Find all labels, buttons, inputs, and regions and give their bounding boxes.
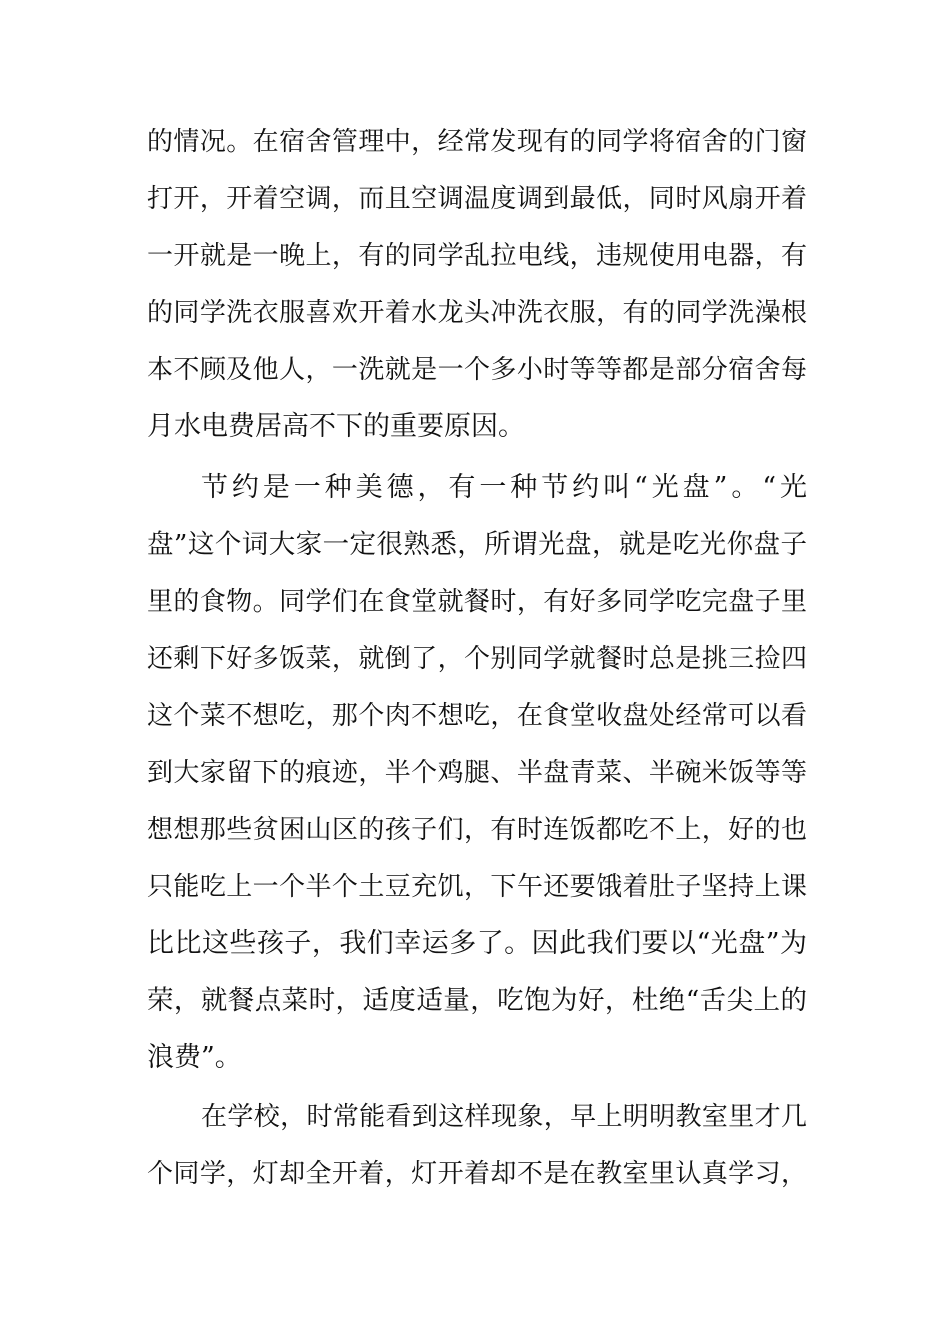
paragraph-1-line-1: 的情况。在宿舍管理中，经常发现有的同学将宿舍的门窗 <box>147 127 807 157</box>
paragraph-2-line-9: 比比这些孩子，我们幸运多了。因此我们要以“光盘”为 <box>147 928 807 959</box>
paragraph-2-line-11: 浪费”。 <box>147 1042 242 1073</box>
paragraph-1-line-2: 打开，开着空调，而且空调温度调到最低，同时风扇开着 <box>147 184 807 214</box>
paragraph-1-line-4: 的同学洗衣服喜欢开着水龙头冲洗衣服，有的同学洗澡根 <box>147 298 807 328</box>
paragraph-2-line-3: 里的食物。同学们在食堂就餐时，有好多同学吃完盘子里 <box>147 587 807 617</box>
paragraph-2-line-6: 到大家留下的痕迹，半个鸡腿、半盘青菜、半碗米饭等等 <box>147 758 807 788</box>
paragraph-2-line-4: 还剩下好多饭菜，就倒了，个别同学就餐时总是挑三捡四 <box>147 644 807 674</box>
paragraph-3-line-1: 在学校，时常能看到这样现象，早上明明教室里才几 <box>201 1102 807 1132</box>
paragraph-2-line-7: 想想那些贫困山区的孩子们，有时连饭都吃不上，好的也 <box>147 815 807 845</box>
paragraph-2-line-8: 只能吃上一个半个土豆充饥，下午还要饿着肚子坚持上课 <box>147 872 807 902</box>
paragraph-2-line-2: 盘”这个词大家一定很熟悉，所谓光盘，就是吃光你盘子 <box>147 529 807 560</box>
paragraph-1-line-6: 月水电费居高不下的重要原因。 <box>147 411 525 442</box>
paragraph-2-line-5: 这个菜不想吃，那个肉不想吃，在食堂收盘处经常可以看 <box>147 701 807 731</box>
paragraph-1-line-5: 本不顾及他人，一洗就是一个多小时等等都是部分宿舍每 <box>147 355 807 385</box>
paragraph-2-line-1: 节约是一种美德，有一种节约叫“光盘”。“光 <box>201 472 807 503</box>
paragraph-1-line-3: 一开就是一晚上，有的同学乱拉电线，违规使用电器，有 <box>147 241 807 271</box>
paragraph-2-line-10: 荣，就餐点菜时，适度适量，吃饱为好，杜绝“舌尖上的 <box>147 985 807 1016</box>
paragraph-3-line-2: 个同学，灯却全开着，灯开着却不是在教室里认真学习， <box>147 1159 807 1189</box>
